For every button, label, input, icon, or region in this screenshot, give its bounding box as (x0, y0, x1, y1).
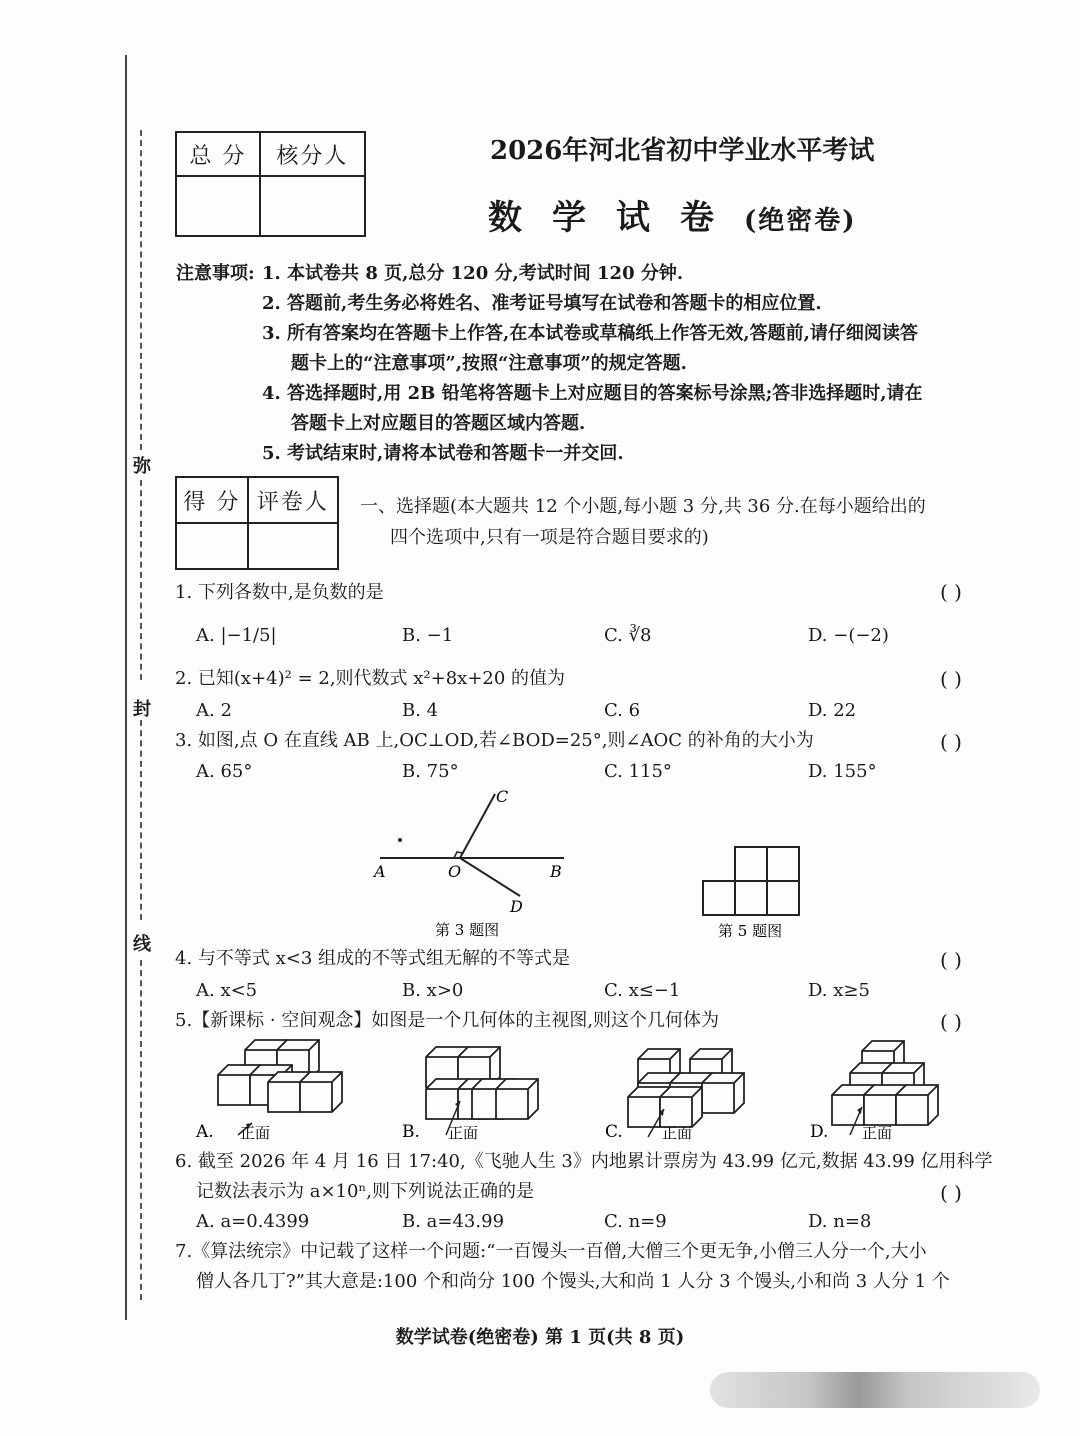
section-score-header: 得 分 (176, 477, 248, 523)
q2-option-a: A. 2 (196, 700, 232, 721)
binding-dash-bottom (140, 960, 142, 1300)
q3-option-a: A. 65° (196, 761, 253, 782)
binding-line (125, 55, 127, 1320)
section1-heading-cont: 四个选项中,只有一项是符合题目要求的) (390, 527, 709, 548)
option-d-front-label: 正面 (862, 1124, 893, 1142)
figure-3-caption: 第 3 题图 (435, 921, 500, 939)
option-c-front-label: 正面 (662, 1124, 693, 1142)
q6-stem: 6. 截至 2026 年 4 月 16 日 17:40,《飞驰人生 3》内地累计票房为 43.99 亿元,数据 43.99 亿用科学 (175, 1151, 993, 1172)
option-a-solid (218, 1040, 342, 1135)
option-b-solid (426, 1047, 538, 1135)
q1-answer-paren[interactable]: ( ) (940, 580, 962, 604)
checker-header: 核分人 (260, 132, 365, 176)
figure-5 (690, 840, 830, 950)
ray-oc (460, 794, 495, 858)
q3-option-d: D. 155° (808, 761, 877, 782)
label-d: D (510, 897, 523, 916)
label-b: B (550, 862, 562, 881)
note-2: 2. 答题前,考生务必将姓名、准考证号填写在试卷和答题卡的相应位置. (262, 293, 822, 314)
q4-option-c: C. x≤−1 (604, 980, 681, 1001)
q4-option-d: D. x≥5 (808, 980, 870, 1001)
paper-title (488, 190, 857, 239)
section-score-cell[interactable] (176, 523, 248, 569)
notes-label: 注意事项: (176, 263, 255, 284)
ray-od (460, 858, 520, 896)
binding-char-xian: 线 (133, 934, 151, 955)
binding-dash-low (140, 720, 142, 920)
note-1: 1. 本试卷共 8 页,总分 120 分,考试时间 120 分钟. (262, 263, 684, 284)
q6-option-d: D. n=8 (808, 1211, 872, 1232)
q6-stem-cont: 记数法表示为 a×10ⁿ,则下列说法正确的是 (196, 1181, 534, 1202)
q7-stem: 7.《算法统宗》中记载了这样一个问题:“一百馒头一百僧,大僧三个更无争,小僧三人分一个,大小 (175, 1241, 927, 1262)
figure-3 (340, 780, 590, 950)
note-3-cont: 题卡上的“注意事项”,按照“注意事项”的规定答题. (291, 353, 687, 374)
q7-stem-cont: 僧人各几丁?”其大意是:100 个和尚分 100 个馒头,大和尚 1 人分 3 个馒头,小和尚 3 人分 1 个 (196, 1271, 950, 1292)
grader-header: 评卷人 (248, 477, 338, 523)
q4-stem: 4. 与不等式 x<3 组成的不等式组无解的不等式是 (175, 948, 571, 969)
q1-option-c: C. ∛8 (604, 625, 652, 646)
page-footer: 数学试卷(绝密卷) 第 1 页(共 8 页) (395, 1327, 685, 1348)
total-score-box (175, 131, 366, 237)
section-score-box (175, 476, 339, 570)
paper-title-main: 数学试卷 (488, 198, 744, 238)
q4-option-b: B. x>0 (402, 980, 464, 1001)
q2-answer-paren[interactable]: ( ) (940, 667, 962, 691)
q6-option-a: A. a=0.4399 (196, 1211, 310, 1232)
q1-option-a: A. |−1/5| (196, 625, 277, 646)
label-o: O (448, 862, 462, 881)
q3-option-b: B. 75° (402, 761, 459, 782)
q2-stem: 2. 已知(x+4)² = 2,则代数式 x²+8x+20 的值为 (175, 668, 566, 689)
paper-title-sub: (绝密卷) (744, 206, 857, 236)
q2-option-b: B. 4 (402, 700, 439, 721)
q5-options-figures (190, 1035, 1050, 1145)
watermark-blur (710, 1372, 1040, 1408)
exam-title: 2026年河北省初中学业水平考试 (490, 136, 875, 166)
option-c-label: C. (605, 1122, 623, 1142)
q5-answer-paren[interactable]: ( ) (940, 1010, 962, 1034)
total-score-cell[interactable] (176, 176, 260, 236)
binding-dash-upper (140, 130, 142, 450)
q4-answer-paren[interactable]: ( ) (940, 948, 962, 972)
figure-5-caption: 第 5 题图 (718, 922, 783, 940)
q1-stem: 1. 下列各数中,是负数的是 (175, 582, 384, 603)
q2-option-c: C. 6 (604, 700, 641, 721)
q3-option-c: C. 115° (604, 761, 672, 782)
option-d-solid (832, 1041, 938, 1135)
option-b-label: B. (402, 1122, 420, 1142)
q1-option-b: B. −1 (402, 625, 454, 646)
total-score-header: 总 分 (176, 132, 260, 176)
grader-cell[interactable] (248, 523, 338, 569)
note-4-cont: 答题卡上对应题目的答题区域内答题. (291, 413, 586, 434)
q6-option-b: B. a=43.99 (402, 1211, 505, 1232)
q3-stem: 3. 如图,点 O 在直线 AB 上,OC⊥OD,若∠BOD=25°,则∠AOC 的补角的大小为 (175, 730, 814, 751)
checker-cell[interactable] (260, 176, 365, 236)
option-a-label: A. (196, 1122, 214, 1142)
q1-option-d: D. −(−2) (808, 625, 889, 646)
binding-dash-mid (140, 480, 142, 680)
note-3: 3. 所有答案均在答题卡上作答,在本试卷或草稿纸上作答无效,答题前,请仔细阅读答 (262, 323, 918, 344)
label-a: A (374, 862, 386, 881)
label-c: C (496, 787, 509, 806)
q6-option-c: C. n=9 (604, 1211, 667, 1232)
note-4: 4. 答选择题时,用 2B 铅笔将答题卡上对应题目的答案标号涂黑;答非选择题时,请在 (262, 383, 923, 404)
option-b-front-label: 正面 (448, 1124, 479, 1142)
q3-answer-paren[interactable]: ( ) (940, 730, 962, 754)
q6-answer-paren[interactable]: ( ) (940, 1181, 962, 1205)
option-a-front-label: 正面 (240, 1124, 271, 1142)
q4-option-a: A. x<5 (196, 980, 258, 1001)
q5-stem: 5.【新课标 · 空间观念】如图是一个几何体的主视图,则这个几何体为 (175, 1010, 720, 1031)
section1-heading: 一、选择题(本大题共 12 个小题,每小题 3 分,共 36 分.在每小题给出的 (360, 496, 926, 517)
binding-char-mi: 弥 (133, 456, 151, 477)
q2-option-d: D. 22 (808, 700, 857, 721)
binding-char-feng: 封 (133, 699, 151, 720)
option-d-label: D. (810, 1122, 829, 1142)
note-5: 5. 考试结束时,请将本试卷和答题卡一并交回. (262, 443, 624, 464)
